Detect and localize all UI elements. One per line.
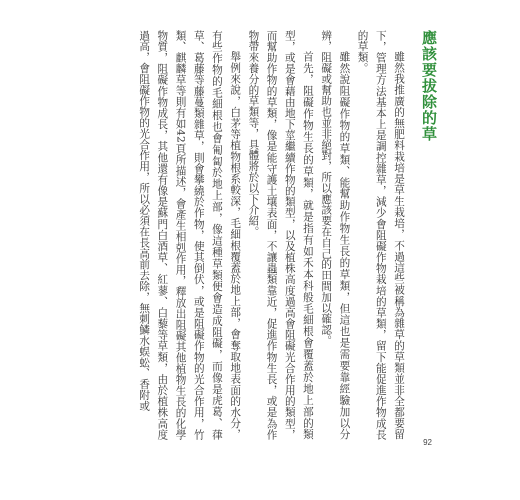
paragraph-2: 雖然說阻礙作物的草類、能幫助作物生長的草類，但這也是需要靠經驗加以分辨，阻礙或幫助也並非絕對，所以應該要在自己的田間加以確認。 [320, 30, 351, 440]
paragraph-3: 首先，阻礙作物生長的草類，就是指有如禾本科般毛細根會覆蓋於地上部的類型，或是會藉由地下莖繼續作物的類型，以及植株高度過高會阻礙光合作用的類型，而幫助作物的草類，像是能守護土壤表面，不讓蟲類靠近，促進作物生長，或是為作物帶來養分的草類等，具體將於以下介紹。 [247, 30, 314, 440]
page-number: 92 [423, 438, 432, 447]
paragraph-1: 雖然我推廣的無肥料栽培是草生栽培，不過這些被稱為雜草的草類並非全都要留下，管理方法基本上是調控雜草，減少會阻礙作物栽培的草類，留下能促進作物成長的草類。 [356, 30, 405, 440]
section-title: 應該要拔除的草 [420, 30, 438, 142]
body-text [108, 30, 408, 440]
paragraph-4: 舉例來說，白茅等植物根系較深，毛細根覆蓋於地上部，會奪取地表面的水分，有些作物的毛細根也會匍匐於地上部，像這種草類便會造成阻礙，而像是虎葛、葎草、葛藤等藤蔓類雜草，則會攀繞於作物，使其倒伏，或是阻礙作物的光合作用，竹類、麒麟草等則有如42頁所描述，會產生相剋作用，釋放出阻礙其他植物生長的化學物質，阻礙作物成長，其他還有像是蘇門白酒草、紅蓼、白藜等草類，由於植株高度過高，會阻礙作物的光合作用，所以必須在長高前去除，無刺鱗水蜈蚣、香附或 [138, 30, 242, 440]
